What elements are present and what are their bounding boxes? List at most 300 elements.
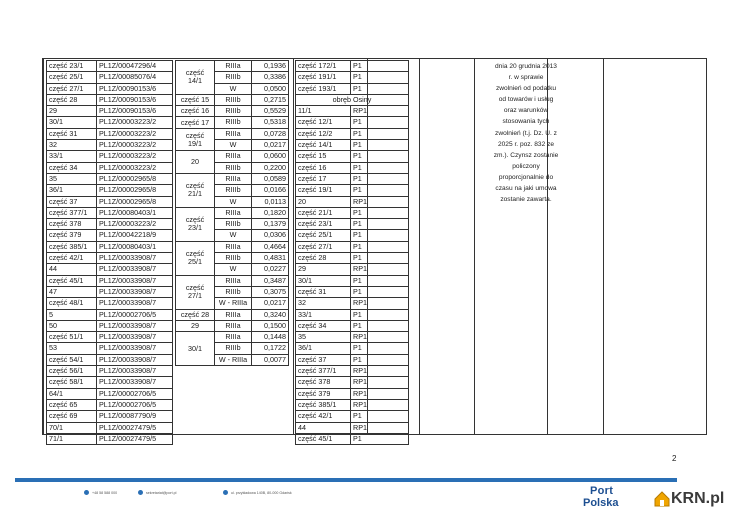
parcel-cell: część 25/1 bbox=[47, 72, 97, 83]
remarks-line: 2025 r. poz. 832 ze bbox=[497, 140, 555, 148]
footer-email bbox=[138, 490, 176, 495]
table-row bbox=[176, 151, 289, 162]
parcel-cell: 36/1 bbox=[296, 343, 351, 354]
remarks-line: oraz warunków bbox=[503, 107, 549, 115]
parcel-cell: część 193/1 bbox=[296, 83, 351, 94]
column-divider bbox=[293, 59, 294, 434]
parcel-cell: część 31 bbox=[47, 128, 97, 139]
table-row bbox=[47, 94, 173, 105]
area-cell: 0,2200 bbox=[252, 162, 289, 173]
table-row bbox=[296, 140, 409, 151]
area-cell: 0,3487 bbox=[252, 275, 289, 286]
table-row bbox=[47, 106, 173, 117]
parcel-cell: 44 bbox=[296, 422, 351, 433]
table-row bbox=[176, 207, 289, 218]
parcel-cell: część 42/1 bbox=[47, 253, 97, 264]
parcel-cell: część 23/1 bbox=[47, 61, 97, 72]
table-row bbox=[296, 433, 409, 444]
table-row bbox=[47, 72, 173, 83]
table-row bbox=[47, 309, 173, 320]
parcel-cell: 32 bbox=[47, 140, 97, 151]
parcel-cell: część 15 bbox=[296, 151, 351, 162]
parcel-cell: część 27/1 bbox=[47, 83, 97, 94]
remarks-line: zm.). Czynsz zostanie bbox=[493, 151, 559, 159]
land-register-cell: PL1Z/00003223/2 bbox=[97, 140, 173, 151]
remarks-line: dnia 20 grudnia 2013 bbox=[495, 63, 557, 70]
table-row bbox=[296, 207, 409, 218]
plan-designation-cell: RP1 bbox=[351, 422, 409, 433]
parcel-cell: część 16 bbox=[176, 106, 215, 117]
parcel-cell: 50 bbox=[47, 320, 97, 331]
krn-text: KRN.pl bbox=[671, 490, 725, 507]
table-row bbox=[296, 320, 409, 331]
plan-designation-cell: P1 bbox=[351, 207, 409, 218]
land-register-cell: PL1Z/00003223/2 bbox=[97, 128, 173, 139]
land-register-cell: PL1Z/00033908/7 bbox=[97, 320, 173, 331]
parcel-cell: część 21/1 bbox=[296, 207, 351, 218]
parcel-cell: 71/1 bbox=[47, 433, 97, 444]
land-register-cell: PL1Z/00080403/1 bbox=[97, 207, 173, 218]
land-register-cell: PL1Z/00002965/8 bbox=[97, 196, 173, 207]
table-row bbox=[47, 230, 173, 241]
area-cell: 0,0113 bbox=[252, 196, 289, 207]
table-row bbox=[47, 433, 173, 444]
parcel-cell: część 377/1 bbox=[296, 366, 351, 377]
parcel-cell: 20 bbox=[296, 196, 351, 207]
parcel-cell: część 25/1 bbox=[296, 230, 351, 241]
parcel-cell: 36/1 bbox=[47, 185, 97, 196]
area-cell: 0,1500 bbox=[252, 320, 289, 331]
phone-icon bbox=[84, 490, 89, 495]
plan-designation-cell: RP1 bbox=[351, 399, 409, 410]
parcel-cell: część 28 bbox=[176, 309, 215, 320]
remarks-line: r. w sprawie bbox=[508, 74, 544, 82]
table-row bbox=[296, 298, 409, 309]
parcel-cell: 70/1 bbox=[47, 422, 97, 433]
plan-designation-cell: P1 bbox=[351, 72, 409, 83]
table-row bbox=[296, 162, 409, 173]
land-register-cell: PL1Z/00033908/7 bbox=[97, 275, 173, 286]
parcel-cell: część 37 bbox=[47, 196, 97, 207]
area-cell: 0,3075 bbox=[252, 286, 289, 297]
table-row bbox=[47, 354, 173, 365]
parcel-cell: część 385/1 bbox=[47, 241, 97, 252]
table-row bbox=[296, 343, 409, 354]
soil-class-cell: RIIIa bbox=[215, 320, 252, 331]
parcel-cell: część 12/2 bbox=[296, 128, 351, 139]
table-row bbox=[47, 411, 173, 422]
parcel-cell: część 28 bbox=[296, 253, 351, 264]
area-cell: 0,0728 bbox=[252, 128, 289, 139]
soil-class-cell: RIIIb bbox=[215, 94, 252, 105]
page-number: 2 bbox=[672, 454, 677, 463]
parcel-cell: część 54/1 bbox=[47, 354, 97, 365]
area-cell: 0,1448 bbox=[252, 332, 289, 343]
parcel-cell: część 19/1 bbox=[176, 128, 215, 151]
column-divider bbox=[603, 59, 604, 434]
soil-class-cell: RIIIb bbox=[215, 117, 252, 128]
table-row bbox=[296, 253, 409, 264]
plan-designation-cell: RP1 bbox=[351, 388, 409, 399]
parcel-cell: część 191/1 bbox=[296, 72, 351, 83]
parcel-cell: część 37 bbox=[296, 354, 351, 365]
brand-port: Port bbox=[590, 485, 614, 497]
parcel-cell: część 385/1 bbox=[296, 399, 351, 410]
remarks-line: stosowania tych bbox=[502, 118, 550, 126]
area-cell: 0,0500 bbox=[252, 83, 289, 94]
table-row bbox=[176, 173, 289, 184]
house-icon bbox=[653, 490, 671, 508]
parcel-cell: 33/1 bbox=[296, 309, 351, 320]
land-register-cell: PL1Z/00002706/5 bbox=[97, 399, 173, 410]
brand-polska: Polska bbox=[583, 497, 619, 509]
parcel-cell: część 172/1 bbox=[296, 61, 351, 72]
table-row bbox=[47, 219, 173, 230]
soil-class-cell: RIIIa bbox=[215, 309, 252, 320]
parcel-cell: część 379 bbox=[296, 388, 351, 399]
area-cell: 0,1820 bbox=[252, 207, 289, 218]
section-header-cell: obręb Osiny bbox=[296, 94, 409, 105]
mail-icon bbox=[138, 490, 143, 495]
parcel-cell: część 378 bbox=[296, 377, 351, 388]
parcel-cell: część 14/1 bbox=[176, 61, 215, 95]
plan-designation-cell: P1 bbox=[351, 241, 409, 252]
parcel-cell: 29 bbox=[176, 320, 215, 331]
parcel-cell: część 34 bbox=[47, 162, 97, 173]
parcel-cell: część 15 bbox=[176, 94, 215, 105]
table-row bbox=[47, 332, 173, 343]
table-row bbox=[176, 128, 289, 139]
table-row bbox=[47, 264, 173, 275]
plan-designation-cell: RP1 bbox=[351, 264, 409, 275]
right-parcel-table bbox=[295, 60, 409, 445]
table-row bbox=[296, 275, 409, 286]
remarks-line: proporcjonalnie do bbox=[498, 173, 554, 181]
parcel-cell: 20 bbox=[176, 151, 215, 174]
table-row bbox=[176, 320, 289, 331]
land-register-cell: PL1Z/00033908/7 bbox=[97, 286, 173, 297]
parcel-cell: część 16 bbox=[296, 162, 351, 173]
plan-designation-cell: P1 bbox=[351, 219, 409, 230]
parcel-cell: 29 bbox=[296, 264, 351, 275]
table-row bbox=[47, 61, 173, 72]
parcel-cell: część 19/1 bbox=[296, 185, 351, 196]
land-register-cell: PL1Z/00033908/7 bbox=[97, 343, 173, 354]
land-register-cell: PL1Z/00042218/9 bbox=[97, 230, 173, 241]
plan-designation-cell: P1 bbox=[351, 275, 409, 286]
soil-class-cell: RIIIa bbox=[215, 332, 252, 343]
parcel-cell: część 28 bbox=[47, 94, 97, 105]
email-text: sekretariat@port.pl bbox=[146, 490, 177, 495]
land-register-cell: PL1Z/00033908/7 bbox=[97, 298, 173, 309]
table-row bbox=[47, 320, 173, 331]
land-register-cell: PL1Z/00090153/6 bbox=[97, 106, 173, 117]
table-row bbox=[47, 128, 173, 139]
area-cell: 0,4664 bbox=[252, 241, 289, 252]
address-text: ul. przykładowa 140B, 80-000 Gdańsk bbox=[231, 490, 292, 495]
remarks-text bbox=[474, 61, 578, 205]
parcel-cell: 30/1 bbox=[47, 117, 97, 128]
plan-designation-cell: P1 bbox=[351, 173, 409, 184]
land-register-cell: PL1Z/00033908/7 bbox=[97, 332, 173, 343]
table-row bbox=[47, 377, 173, 388]
plan-designation-cell: P1 bbox=[351, 230, 409, 241]
parcel-cell: część 48/1 bbox=[47, 298, 97, 309]
land-register-cell: PL1Z/00047296/4 bbox=[97, 61, 173, 72]
parcel-cell: część 378 bbox=[47, 219, 97, 230]
location-icon bbox=[223, 490, 228, 495]
table-row bbox=[176, 94, 289, 105]
parcel-cell: 44 bbox=[47, 264, 97, 275]
plan-designation-cell: P1 bbox=[351, 117, 409, 128]
parcel-cell: część 51/1 bbox=[47, 332, 97, 343]
plan-designation-cell: P1 bbox=[351, 343, 409, 354]
column-divider bbox=[43, 59, 44, 434]
parcel-cell: część 31 bbox=[296, 286, 351, 297]
area-cell: 0,0217 bbox=[252, 298, 289, 309]
plan-designation-cell: RP1 bbox=[351, 366, 409, 377]
soil-class-cell: RIIIb bbox=[215, 286, 252, 297]
soil-class-cell: RIIIa bbox=[215, 61, 252, 72]
plan-designation-cell: RP1 bbox=[351, 332, 409, 343]
area-cell: 0,5318 bbox=[252, 117, 289, 128]
plan-designation-cell: RP1 bbox=[351, 377, 409, 388]
table-row bbox=[296, 61, 409, 72]
table-row bbox=[296, 151, 409, 162]
table-row bbox=[176, 117, 289, 128]
soil-class-cell: W - RIIIa bbox=[215, 354, 252, 365]
table-row bbox=[47, 151, 173, 162]
footer-divider bbox=[15, 478, 677, 482]
table-row bbox=[296, 286, 409, 297]
table-row bbox=[296, 309, 409, 320]
land-register-cell: PL1Z/00002706/5 bbox=[97, 388, 173, 399]
table-row bbox=[47, 422, 173, 433]
table-row bbox=[47, 366, 173, 377]
land-register-cell: PL1Z/00033908/7 bbox=[97, 377, 173, 388]
area-cell: 0,0077 bbox=[252, 354, 289, 365]
table-row bbox=[176, 61, 289, 72]
land-register-cell: PL1Z/00003223/2 bbox=[97, 162, 173, 173]
parcel-cell: część 65 bbox=[47, 399, 97, 410]
table-row bbox=[296, 83, 409, 94]
parcel-cell: część 17 bbox=[176, 117, 215, 128]
area-cell: 0,0600 bbox=[252, 151, 289, 162]
parcel-cell: 35 bbox=[296, 332, 351, 343]
soil-class-cell: RIIIb bbox=[215, 185, 252, 196]
table-row bbox=[47, 343, 173, 354]
parcel-cell: 30/1 bbox=[176, 332, 215, 366]
plan-designation-cell: P1 bbox=[351, 128, 409, 139]
phone-text: +48 58 588 000 bbox=[92, 490, 118, 495]
parcel-cell: 32 bbox=[296, 298, 351, 309]
table-row bbox=[296, 196, 409, 207]
plan-designation-cell: P1 bbox=[351, 411, 409, 422]
parcel-cell: 33/1 bbox=[47, 151, 97, 162]
area-cell: 0,0227 bbox=[252, 264, 289, 275]
parcel-cell: część 23/1 bbox=[176, 207, 215, 241]
table-row bbox=[296, 241, 409, 252]
soil-class-cell: RIIIb bbox=[215, 253, 252, 264]
area-cell: 0,2715 bbox=[252, 94, 289, 105]
soil-class-cell: RIIIb bbox=[215, 162, 252, 173]
area-cell: 0,4831 bbox=[252, 253, 289, 264]
parcel-cell: 11/1 bbox=[296, 106, 351, 117]
land-register-cell: PL1Z/00003223/2 bbox=[97, 117, 173, 128]
table-row bbox=[296, 399, 409, 410]
remarks-line: zwolnień (t.j. Dz. U. z bbox=[495, 129, 557, 137]
parcel-cell: część 12/1 bbox=[296, 117, 351, 128]
parcel-cell: część 21/1 bbox=[176, 173, 215, 207]
table-row bbox=[176, 241, 289, 252]
soil-class-cell: W - RIIIa bbox=[215, 298, 252, 309]
parcel-cell: część 377/1 bbox=[47, 207, 97, 218]
soil-class-cell: RIIIb bbox=[215, 72, 252, 83]
parcel-cell: część 42/1 bbox=[296, 411, 351, 422]
area-cell: 0,5529 bbox=[252, 106, 289, 117]
land-register-cell: PL1Z/00027479/5 bbox=[97, 422, 173, 433]
left-parcel-table bbox=[46, 60, 173, 445]
table-row bbox=[296, 94, 409, 105]
table-row bbox=[176, 275, 289, 286]
table-row bbox=[47, 173, 173, 184]
plan-designation-cell: P1 bbox=[351, 140, 409, 151]
table-row bbox=[296, 264, 409, 275]
parcel-cell: część 379 bbox=[47, 230, 97, 241]
soil-class-cell: RIIIa bbox=[215, 207, 252, 218]
land-register-cell: PL1Z/00090153/6 bbox=[97, 94, 173, 105]
soil-class-cell: RIIIa bbox=[215, 241, 252, 252]
plan-designation-cell: RP1 bbox=[351, 106, 409, 117]
table-row bbox=[47, 388, 173, 399]
table-row bbox=[296, 173, 409, 184]
table-row bbox=[296, 332, 409, 343]
table-row bbox=[296, 377, 409, 388]
remarks-line: od towarów i usług bbox=[498, 96, 554, 104]
plan-designation-cell: P1 bbox=[351, 61, 409, 72]
table-row bbox=[47, 162, 173, 173]
soil-class-cell: RIIIb bbox=[215, 343, 252, 354]
land-register-cell: PL1Z/00033908/7 bbox=[97, 264, 173, 275]
soil-class-cell: W bbox=[215, 140, 252, 151]
table-row bbox=[296, 185, 409, 196]
soil-class-cell: RIIIa bbox=[215, 128, 252, 139]
land-register-cell: PL1Z/00033908/7 bbox=[97, 366, 173, 377]
area-cell: 0,1936 bbox=[252, 61, 289, 72]
area-cell: 0,0217 bbox=[252, 140, 289, 151]
land-register-cell: PL1Z/00090153/6 bbox=[97, 83, 173, 94]
land-register-cell: PL1Z/00002965/8 bbox=[97, 173, 173, 184]
table-row bbox=[47, 286, 173, 297]
remarks-line: zwolnień od podatku bbox=[495, 85, 557, 93]
land-register-cell: PL1Z/00003223/2 bbox=[97, 219, 173, 230]
soil-class-cell: W bbox=[215, 196, 252, 207]
table-row bbox=[296, 128, 409, 139]
table-row bbox=[47, 83, 173, 94]
table-row bbox=[47, 140, 173, 151]
land-register-cell: PL1Z/00080403/1 bbox=[97, 241, 173, 252]
parcel-cell: część 14/1 bbox=[296, 140, 351, 151]
footer-address bbox=[223, 490, 292, 495]
plan-designation-cell: P1 bbox=[351, 83, 409, 94]
area-cell: 0,0166 bbox=[252, 185, 289, 196]
parcel-cell: 5 bbox=[47, 309, 97, 320]
parcel-cell: część 27/1 bbox=[296, 241, 351, 252]
table-row bbox=[296, 422, 409, 433]
table-row bbox=[296, 411, 409, 422]
table-row bbox=[47, 298, 173, 309]
column-divider bbox=[419, 59, 420, 434]
parcel-cell: część 58/1 bbox=[47, 377, 97, 388]
plan-designation-cell: P1 bbox=[351, 151, 409, 162]
soil-class-cell: RIIIb bbox=[215, 106, 252, 117]
remarks-line: czasu na jaki umowa bbox=[495, 185, 557, 193]
plan-designation-cell: P1 bbox=[351, 185, 409, 196]
plan-designation-cell: P1 bbox=[351, 286, 409, 297]
parcel-cell: 35 bbox=[47, 173, 97, 184]
land-register-cell: PL1Z/00003223/2 bbox=[97, 151, 173, 162]
plan-designation-cell: P1 bbox=[351, 253, 409, 264]
plan-designation-cell: P1 bbox=[351, 354, 409, 365]
table-row bbox=[296, 106, 409, 117]
table-row bbox=[296, 366, 409, 377]
table-row bbox=[176, 106, 289, 117]
soil-class-cell: W bbox=[215, 264, 252, 275]
parcel-cell: 53 bbox=[47, 343, 97, 354]
table-row bbox=[47, 207, 173, 218]
table-row bbox=[296, 354, 409, 365]
parcel-cell: część 45/1 bbox=[296, 433, 351, 444]
table-row bbox=[176, 332, 289, 343]
footer-phone bbox=[84, 490, 117, 495]
area-cell: 0,1722 bbox=[252, 343, 289, 354]
parcel-cell: 64/1 bbox=[47, 388, 97, 399]
table-row bbox=[296, 117, 409, 128]
area-cell: 0,3240 bbox=[252, 309, 289, 320]
table-row bbox=[47, 185, 173, 196]
area-table bbox=[175, 60, 289, 366]
plan-designation-cell: P1 bbox=[351, 433, 409, 444]
table-row bbox=[47, 253, 173, 264]
soil-class-cell: RIIIa bbox=[215, 173, 252, 184]
plan-designation-cell: P1 bbox=[351, 320, 409, 331]
parcel-cell: część 27/1 bbox=[176, 275, 215, 309]
parcel-cell: część 69 bbox=[47, 411, 97, 422]
table-row bbox=[296, 72, 409, 83]
area-cell: 0,1379 bbox=[252, 219, 289, 230]
table-row bbox=[47, 241, 173, 252]
land-register-cell: PL1Z/00033908/7 bbox=[97, 354, 173, 365]
parcel-cell: część 25/1 bbox=[176, 241, 215, 275]
soil-class-cell: W bbox=[215, 230, 252, 241]
area-cell: 0,3386 bbox=[252, 72, 289, 83]
land-register-cell: PL1Z/00087790/9 bbox=[97, 411, 173, 422]
land-register-cell: PL1Z/00002965/8 bbox=[97, 185, 173, 196]
parcel-cell: 29 bbox=[47, 106, 97, 117]
table-row bbox=[47, 399, 173, 410]
table-row bbox=[176, 309, 289, 320]
soil-class-cell: RIIIb bbox=[215, 219, 252, 230]
plan-designation-cell: RP1 bbox=[351, 196, 409, 207]
table-row bbox=[296, 388, 409, 399]
krn-watermark bbox=[653, 490, 724, 508]
soil-class-cell: RIIIa bbox=[215, 275, 252, 286]
parcel-cell: 47 bbox=[47, 286, 97, 297]
plan-designation-cell: P1 bbox=[351, 309, 409, 320]
parcel-cell: część 56/1 bbox=[47, 366, 97, 377]
area-cell: 0,0306 bbox=[252, 230, 289, 241]
table-row bbox=[296, 230, 409, 241]
